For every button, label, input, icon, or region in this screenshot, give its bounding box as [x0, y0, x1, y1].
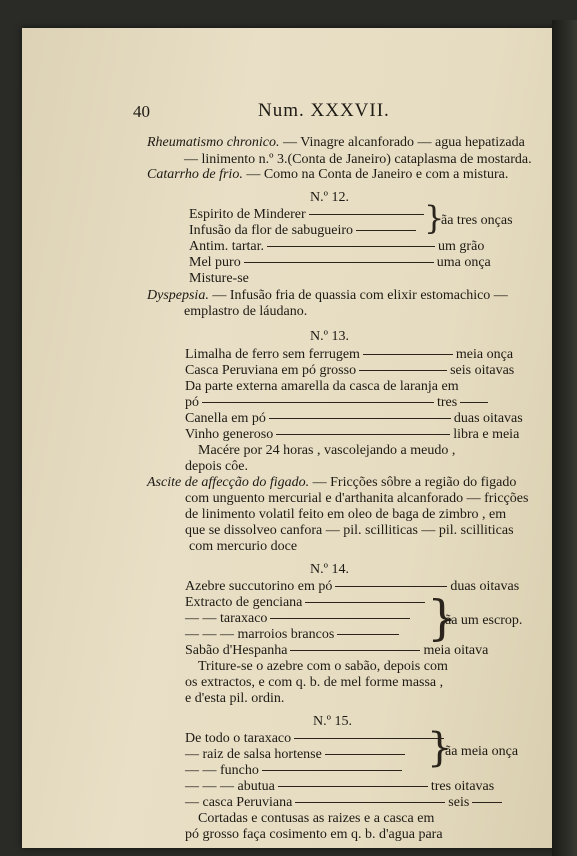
ingredient-text: — casca Peruviana	[185, 795, 293, 810]
recipe-14-brace-qty: ãa um escrop.	[445, 613, 523, 628]
recipe-15-line-1	[185, 730, 447, 747]
recipe-15-line-6: Cortadas e contusas as raizes e a casca em	[198, 811, 435, 826]
recipe-15-brace-qty: ãa meia onça	[445, 744, 519, 759]
ingredient-text: Espirito de Minderer	[189, 207, 306, 222]
leader-dash	[309, 214, 424, 215]
recipe-14-line-3	[185, 610, 413, 627]
quantity-text: tres	[437, 395, 458, 410]
ingredient-text: — — funcho	[185, 763, 259, 778]
quantity-text: meia onça	[455, 347, 514, 362]
ingredient-text: — — taraxaco	[185, 611, 268, 626]
ingredient-text: Infusão da flor de sabugueiro	[189, 223, 354, 238]
recipe-15-line-2	[185, 746, 408, 763]
ingredient-text: De todo o taraxaco	[185, 731, 292, 746]
leader-dash	[363, 354, 453, 355]
rheumatismo-line	[147, 134, 525, 151]
leader-dash	[325, 754, 405, 755]
ingredient-text: Vinho generoso	[185, 427, 274, 442]
linimento-line: — linimento n.º 3.(Conta de Janeiro) cataplasma de mostarda.	[184, 152, 532, 167]
ascite-term: Ascite de affecção do figado.	[147, 475, 310, 490]
leader-dash	[294, 738, 444, 739]
leader-dash	[244, 262, 434, 263]
recipe-15-line-7: pó grosso faça cosimento em q. b. d'agua para	[185, 827, 443, 842]
recipe-15-line-5	[185, 794, 505, 811]
leader-dash	[267, 246, 435, 247]
recipe-12-brace-qty: ãa tres onças	[441, 213, 513, 228]
page-edge-shadow	[552, 20, 577, 856]
ingredient-text: Azebre succutorino em pó	[185, 579, 333, 594]
quantity-text: um grão	[438, 239, 485, 254]
brace-icon: }	[427, 725, 453, 771]
recipe-13-line-8: depois côe.	[185, 459, 248, 474]
recipe-13-line-2	[185, 362, 514, 379]
leader-dash	[460, 402, 488, 403]
catarrho-term: Catarrho de frio.	[147, 167, 243, 182]
recipe-13-line-5	[185, 410, 523, 427]
recipe-12-line-5: Misture-se	[189, 271, 249, 286]
quantity-text: tres oitavas	[430, 779, 495, 794]
quantity-text: meia oitava	[423, 643, 489, 658]
dyspepsia-line-2: emplastro de láudano.	[184, 304, 308, 319]
recipe-14-line-1	[185, 578, 519, 595]
recipe-14-line-8: e d'esta pil. ordin.	[185, 691, 285, 706]
recipe-13-line-7: Macére por 24 horas , vascolejando a meudo ,	[198, 443, 456, 458]
page-number: 40	[133, 102, 150, 121]
quantity-text: duas oitavas	[453, 411, 523, 426]
ingredient-text: Casca Peruviana em pó grosso	[185, 363, 357, 378]
leader-dash	[290, 650, 420, 651]
recipe-13-line-1	[185, 346, 513, 363]
catarrho-text: — Como na Conta de Janeiro e com a mistura.	[246, 167, 509, 182]
leader-dash	[337, 634, 399, 635]
quantity-text: uma onça	[436, 255, 491, 270]
ingredient-text: Limalha de ferro sem ferrugem	[185, 347, 360, 362]
recipe-12-line-4	[189, 254, 491, 271]
leader-dash	[202, 402, 434, 403]
ingredient-text: Extracto de genciana	[185, 595, 303, 610]
leader-dash	[472, 802, 502, 803]
ascite-line	[147, 474, 516, 491]
quantity-text: seis	[448, 795, 470, 810]
ingredient-text: Sabão d'Hespanha	[185, 643, 288, 658]
leader-dash	[356, 230, 416, 231]
quantity-text: seis oitavas	[450, 363, 515, 378]
dyspepsia-term: Dyspepsia.	[147, 288, 209, 303]
rheumatismo-term: Rheumatismo chronico.	[147, 135, 280, 150]
ascite-line-4: que se dissolveo canfora — pil. scilliticas — pil. scilliticas	[185, 523, 514, 538]
ascite-text: — Fricções sôbre a região do figado	[312, 475, 517, 490]
leader-dash	[295, 802, 445, 803]
leader-dash	[278, 786, 428, 787]
brace-icon: }	[427, 590, 458, 646]
recipe-12-line-1	[189, 206, 427, 223]
ascite-line-2: com unguento mercurial e d'arthanita alcanforado — fricções	[185, 491, 529, 506]
ingredient-text: Mel puro	[189, 255, 241, 270]
recipe-13-heading: N.º 13.	[310, 329, 349, 344]
ingredient-text: — — — abutua	[185, 779, 275, 794]
dyspepsia-line	[147, 287, 508, 304]
recipe-14-line-2	[185, 594, 428, 611]
recipe-14-line-6: Triture-se o azebre com o sabão, depois com	[198, 659, 448, 674]
quantity-text: libra e meia	[453, 427, 520, 442]
ascite-line-5: com mercurio doce	[189, 539, 298, 554]
leader-dash	[270, 618, 410, 619]
ingredient-text: Antim. tartar.	[189, 239, 265, 254]
rheumatismo-text: — Vinagre alcanforado — agua hepatizada	[282, 135, 525, 150]
ingredient-text: pó	[185, 395, 199, 410]
recipe-14-line-4	[185, 626, 402, 643]
recipe-13-line-4	[185, 394, 491, 411]
leader-dash	[269, 418, 451, 419]
brace-icon: }	[424, 199, 445, 237]
leader-dash	[305, 602, 425, 603]
recipe-14-line-5	[185, 642, 488, 659]
recipe-13-line-3: Da parte externa amarella da casca de laranja em	[185, 379, 459, 394]
dyspepsia-text: — Infusão fria de quassia com elixir estomachico —	[212, 288, 508, 303]
recipe-12-heading: N.º 12.	[310, 190, 349, 205]
leader-dash	[276, 434, 450, 435]
ingredient-text: — — — marroios brancos	[185, 627, 335, 642]
leader-dash	[359, 370, 447, 371]
recipe-13-line-6	[185, 426, 519, 443]
running-title: Num. XXXVII.	[258, 100, 390, 121]
quantity-text: duas oitavas	[450, 579, 520, 594]
leader-dash	[335, 586, 447, 587]
recipe-14-line-7: os extractos, e com q. b. de mel forme massa ,	[185, 675, 444, 690]
recipe-15-line-3	[185, 762, 405, 779]
recipe-15-heading: N.º 15.	[313, 714, 352, 729]
recipe-12-line-3	[189, 238, 484, 255]
recipe-14-heading: N.º 14.	[310, 562, 349, 577]
recipe-12-line-2	[189, 222, 419, 239]
catarrho-line	[147, 166, 508, 183]
recipe-15-line-4	[185, 778, 494, 795]
ingredient-text: Canella em pó	[185, 411, 266, 426]
leader-dash	[262, 770, 402, 771]
ascite-line-3: de linimento volatil feito em oleo de baga de zimbro , em	[185, 507, 507, 522]
ingredient-text: — raiz de salsa hortense	[185, 747, 322, 762]
